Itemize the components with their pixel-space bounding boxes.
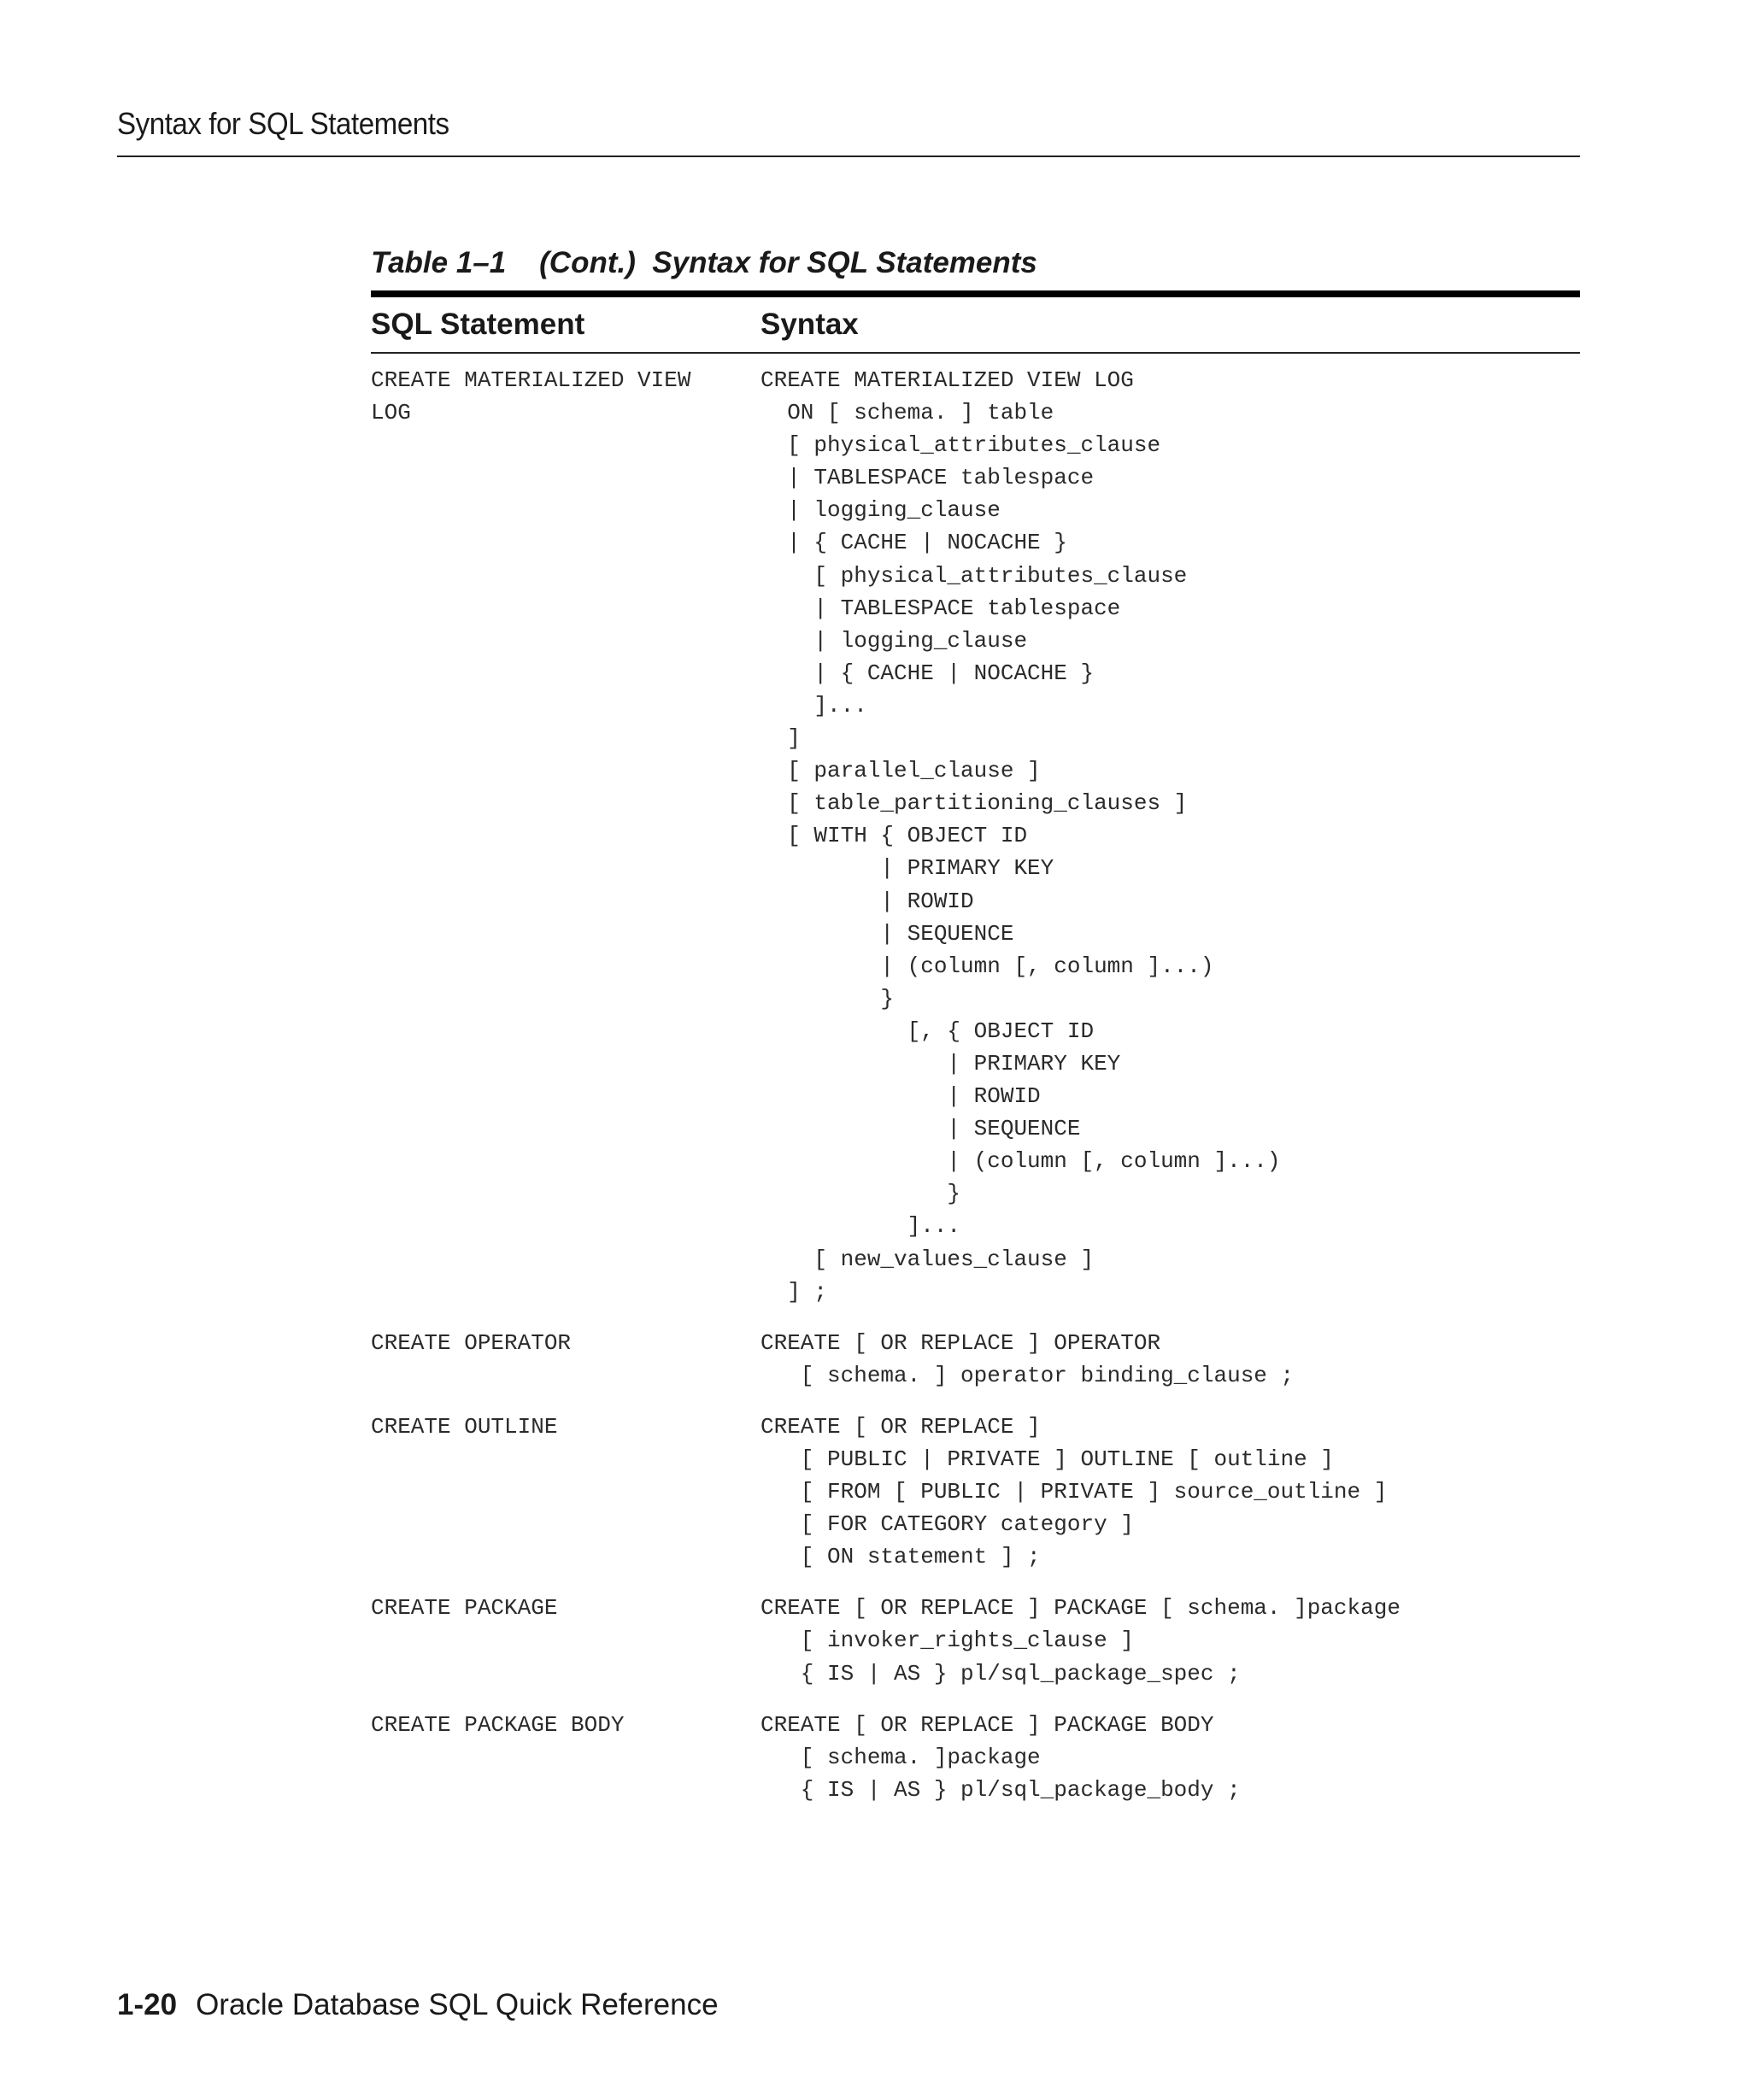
statement-cell: CREATE PACKAGE: [371, 1595, 558, 1622]
syntax-table: [371, 244, 1580, 1825]
table-row: [371, 364, 1580, 1308]
column-header-statement: SQL Statement: [371, 308, 585, 341]
table-header-row: [371, 297, 1580, 352]
table-row: [371, 1411, 1580, 1573]
statement-cell: CREATE OUTLINE: [371, 1413, 558, 1440]
caption-rule: [371, 290, 1580, 297]
statement-cell: CREATE MATERIALIZED VIEW LOG: [371, 367, 691, 426]
header-rule: [117, 155, 1580, 157]
page-number: 1-20: [117, 1988, 178, 2021]
syntax-cell: CREATE [ OR REPLACE ] PACKAGE [ schema. ]package [ invoker_rights_clause ] { IS | AS } pl/sql_package_spec ;: [760, 1595, 1401, 1686]
syntax-cell: CREATE [ OR REPLACE ] PACKAGE BODY [ schema. ]package { IS | AS } pl/sql_package_body ;: [760, 1711, 1241, 1803]
table-row: [371, 1327, 1580, 1392]
table-caption: Table 1–1 (Cont.) Syntax for SQL Statements: [371, 246, 1037, 279]
column-header-syntax: Syntax: [760, 308, 859, 341]
syntax-cell: CREATE [ OR REPLACE ] [ PUBLIC | PRIVATE ] OUTLINE [ outline ] [ FROM [ PUBLIC | PRIVATE ] source_outline ] [ FOR CATEGORY category ] [ ON statement ] ;: [760, 1413, 1388, 1570]
table-row: [371, 1592, 1580, 1689]
syntax-cell: CREATE MATERIALIZED VIEW LOG ON [ schema. ] table [ physical_attributes_clause | TABLESPACE tablespace | logging_clause | { CACHE | NOCACHE } [ physical_attributes_clause | TABLESPACE tablespace | logging_clause | { CACHE | NOCACHE } ]... ] [ parallel_clause ] [ table_partitioning_clauses ] [ WITH { OBJECT ID | PRIMARY KEY | ROWID | SEQUENCE | (column [, column ]...) } [, { OBJECT ID | PRIMARY KEY | ROWID | SEQUENCE | (column [, column ]...) } ]... [ new_values_clause ] ] ;: [760, 367, 1281, 1305]
statement-cell: CREATE PACKAGE BODY: [371, 1711, 625, 1738]
table-body: [371, 364, 1580, 1806]
column-header-rule: [371, 352, 1580, 354]
table-row: [371, 1709, 1580, 1806]
syntax-cell: CREATE [ OR REPLACE ] OPERATOR [ schema. ] operator binding_clause ;: [760, 1329, 1295, 1388]
statement-cell: CREATE OPERATOR: [371, 1329, 572, 1356]
page-footer: [117, 1988, 719, 2022]
running-head: Syntax for SQL Statements: [117, 106, 449, 141]
book-title: Oracle Database SQL Quick Reference: [196, 1988, 719, 2021]
